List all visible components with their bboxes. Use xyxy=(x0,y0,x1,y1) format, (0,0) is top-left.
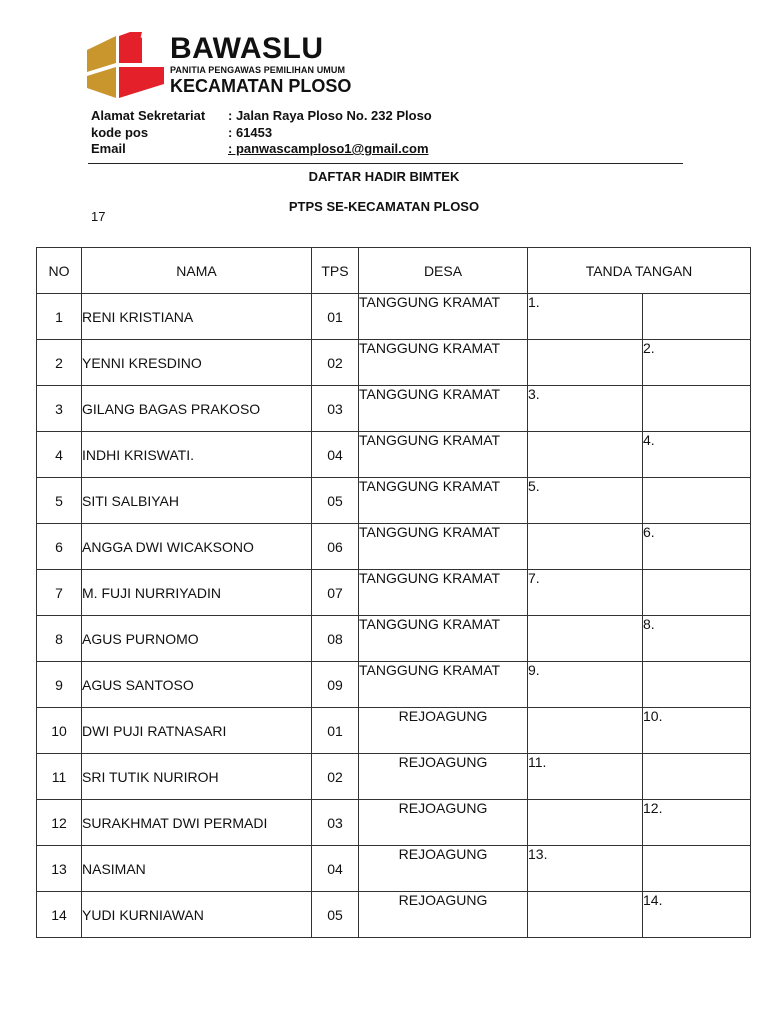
signature-cell-right: 12. xyxy=(643,800,751,846)
signature-cell-left: 9. xyxy=(528,662,643,708)
row-desa: TANGGUNG KRAMAT xyxy=(359,386,528,432)
row-desa: TANGGUNG KRAMAT xyxy=(359,662,528,708)
row-no: 4 xyxy=(37,432,82,478)
signature-cell-right xyxy=(643,478,751,524)
row-tps: 02 xyxy=(312,754,359,800)
address-row xyxy=(91,108,432,125)
table-row xyxy=(37,892,751,938)
table-row xyxy=(37,846,751,892)
page-number: 17 xyxy=(91,209,106,224)
row-no: 1 xyxy=(37,294,82,340)
row-tps: 03 xyxy=(312,800,359,846)
row-no: 2 xyxy=(37,340,82,386)
row-tps: 03 xyxy=(312,386,359,432)
logo-gold-bottom xyxy=(87,67,116,98)
row-nama: SRI TUTIK NURIROH xyxy=(82,754,312,800)
table-row xyxy=(37,570,751,616)
row-nama: M. FUJI NURRIYADIN xyxy=(82,570,312,616)
row-no: 11 xyxy=(37,754,82,800)
bawaslu-logo xyxy=(84,32,168,100)
table-row xyxy=(37,386,751,432)
email-row xyxy=(91,141,432,158)
postal-value: : 61453 xyxy=(228,124,273,140)
signature-cell-right: 10. xyxy=(643,708,751,754)
brand-subtitle: PANITIA PENGAWAS PEMILIHAN UMUM xyxy=(170,65,346,75)
email-label: Email xyxy=(91,141,126,156)
row-desa: REJOAGUNG xyxy=(359,708,528,754)
row-nama: DWI PUJI RATNASARI xyxy=(82,708,312,754)
row-tps: 08 xyxy=(312,616,359,662)
brand-district: KECAMATAN PLOSO xyxy=(170,76,352,96)
row-no: 3 xyxy=(37,386,82,432)
row-no: 13 xyxy=(37,846,82,892)
row-no: 5 xyxy=(37,478,82,524)
row-nama: INDHI KRISWATI. xyxy=(82,432,312,478)
signature-cell-right: 6. xyxy=(643,524,751,570)
signature-cell-right xyxy=(643,570,751,616)
signature-cell-right xyxy=(643,754,751,800)
table-row xyxy=(37,754,751,800)
row-nama: NASIMAN xyxy=(82,846,312,892)
document-subtitle: PTPS SE-KECAMATAN PLOSO xyxy=(288,199,480,214)
email-link[interactable]: : panwascamploso1@gmail.com xyxy=(228,141,429,156)
row-no: 9 xyxy=(37,662,82,708)
brand-block xyxy=(170,34,351,96)
row-desa: REJOAGUNG xyxy=(359,800,528,846)
table-row xyxy=(37,662,751,708)
signature-cell-left xyxy=(528,432,643,478)
row-tps: 02 xyxy=(312,340,359,386)
row-tps: 05 xyxy=(312,892,359,938)
postal-row xyxy=(91,125,432,142)
table-row xyxy=(37,294,751,340)
postal-label: kode pos xyxy=(91,124,149,140)
table-row xyxy=(37,478,751,524)
address-value: : Jalan Raya Ploso No. 232 Ploso xyxy=(228,108,432,123)
table-header-row xyxy=(37,248,751,294)
signature-cell-right xyxy=(643,294,751,340)
signature-cell-right xyxy=(643,846,751,892)
attendance-table xyxy=(36,247,751,938)
row-no: 8 xyxy=(37,616,82,662)
row-tps: 04 xyxy=(312,432,359,478)
header-tps: TPS xyxy=(312,248,359,294)
row-desa: TANGGUNG KRAMAT xyxy=(359,616,528,662)
row-nama: RENI KRISTIANA xyxy=(82,294,312,340)
row-tps: 06 xyxy=(312,524,359,570)
table-row xyxy=(37,524,751,570)
header-no: NO xyxy=(37,248,82,294)
row-no: 14 xyxy=(37,892,82,938)
row-nama: ANGGA DWI WICAKSONO xyxy=(82,524,312,570)
address-block xyxy=(91,108,432,158)
row-tps: 01 xyxy=(312,294,359,340)
row-tps: 09 xyxy=(312,662,359,708)
logo-red-bottom xyxy=(119,67,164,98)
table-row xyxy=(37,616,751,662)
document-title: DAFTAR HADIR BIMTEK xyxy=(308,169,460,184)
signature-cell-left xyxy=(528,800,643,846)
row-desa: TANGGUNG KRAMAT xyxy=(359,294,528,340)
row-desa: REJOAGUNG xyxy=(359,846,528,892)
table-row xyxy=(37,340,751,386)
row-desa: TANGGUNG KRAMAT xyxy=(359,432,528,478)
header-divider xyxy=(88,163,683,164)
row-desa: REJOAGUNG xyxy=(359,892,528,938)
row-nama: AGUS PURNOMO xyxy=(82,616,312,662)
row-no: 12 xyxy=(37,800,82,846)
header-tanda-tangan: TANDA TANGAN xyxy=(528,248,751,294)
row-desa: REJOAGUNG xyxy=(359,754,528,800)
logo-gold-top xyxy=(87,36,116,72)
signature-cell-left: 11. xyxy=(528,754,643,800)
row-desa: TANGGUNG KRAMAT xyxy=(359,478,528,524)
signature-cell-right: 4. xyxy=(643,432,751,478)
row-nama: SURAKHMAT DWI PERMADI xyxy=(82,800,312,846)
header-nama: NAMA xyxy=(82,248,312,294)
signature-cell-right: 2. xyxy=(643,340,751,386)
signature-cell-right xyxy=(643,386,751,432)
table-row xyxy=(37,708,751,754)
signature-cell-right: 14. xyxy=(643,892,751,938)
signature-cell-left xyxy=(528,892,643,938)
row-no: 7 xyxy=(37,570,82,616)
signature-cell-left: 5. xyxy=(528,478,643,524)
header-desa: DESA xyxy=(359,248,528,294)
table-row xyxy=(37,800,751,846)
brand-title: BAWASLU xyxy=(170,32,324,65)
signature-cell-left: 7. xyxy=(528,570,643,616)
row-tps: 01 xyxy=(312,708,359,754)
signature-cell-left: 3. xyxy=(528,386,643,432)
signature-cell-left xyxy=(528,708,643,754)
address-label: Alamat Sekretariat xyxy=(91,108,206,123)
row-no: 10 xyxy=(37,708,82,754)
row-nama: YUDI KURNIAWAN xyxy=(82,892,312,938)
row-nama: SITI SALBIYAH xyxy=(82,478,312,524)
signature-cell-right: 8. xyxy=(643,616,751,662)
signature-cell-left xyxy=(528,524,643,570)
signature-cell-left xyxy=(528,340,643,386)
row-desa: TANGGUNG KRAMAT xyxy=(359,340,528,386)
row-tps: 05 xyxy=(312,478,359,524)
signature-cell-left xyxy=(528,616,643,662)
table-row xyxy=(37,432,751,478)
row-desa: TANGGUNG KRAMAT xyxy=(359,570,528,616)
row-tps: 07 xyxy=(312,570,359,616)
signature-cell-left: 1. xyxy=(528,294,643,340)
row-nama: AGUS SANTOSO xyxy=(82,662,312,708)
row-desa: TANGGUNG KRAMAT xyxy=(359,524,528,570)
row-no: 6 xyxy=(37,524,82,570)
row-tps: 04 xyxy=(312,846,359,892)
signature-cell-right xyxy=(643,662,751,708)
row-nama: GILANG BAGAS PRAKOSO xyxy=(82,386,312,432)
signature-cell-left: 13. xyxy=(528,846,643,892)
row-nama: YENNI KRESDINO xyxy=(82,340,312,386)
